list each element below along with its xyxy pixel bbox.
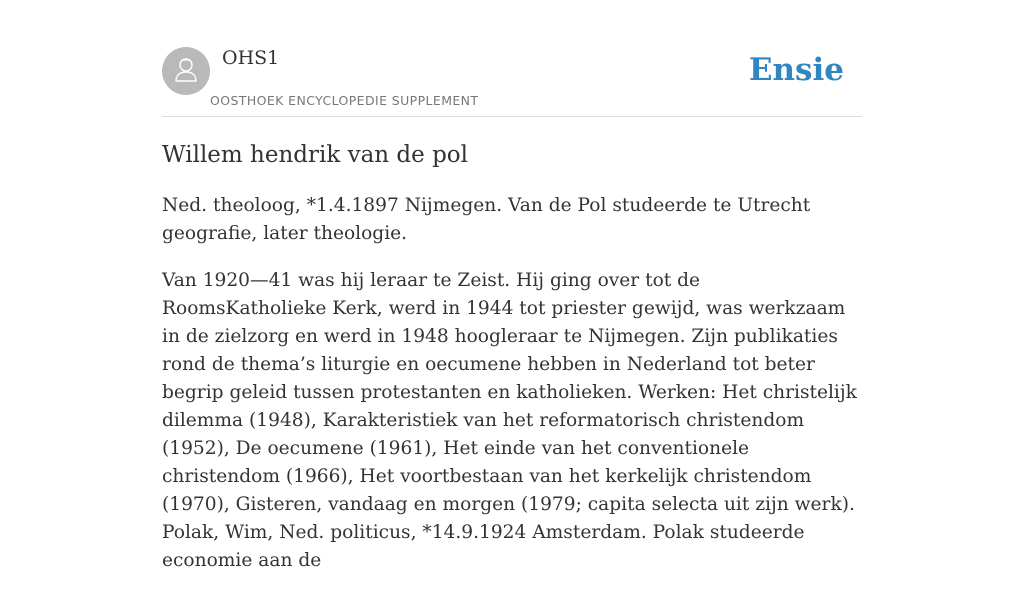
article-paragraph: Van 1920—41 was hij leraar te Zeist. Hij ging over tot de RoomsKatholieke Kerk, werd in 1944 tot priester gewijd, was werkzaam in de zielzorg en werd in 1948 hoogleraar te Nijmegen. Zijn publikaties rond de thema’s liturgie en oecumene hebben in Nederland tot beter begrip geleid tussen protestanten en katholieken. Werken: Het christelijk dilemma (1948), Karakteristiek van het reformatorisch christendom (1952), De oecumene (1961), Het einde van het conventionele christendom (1966), Het voortbestaan van het kerkelijk christendom (1970), Gisteren, vandaag en morgen (1979; capita selecta uit zijn werk). Polak, Wim, Ned. politicus, *14.9.1924 Amsterdam. Polak studeerde economie aan de: [162, 270, 857, 571]
page-title: Willem hendrik van de pol: [162, 142, 468, 168]
article-paragraph: Ned. theoloog, *1.4.1897 Nijmegen. Van de Pol studeerde te Utrecht geografie, later theologie.: [162, 195, 811, 244]
brand-logo[interactable]: Ensie: [748, 52, 844, 88]
article-header: [162, 46, 862, 117]
source-name[interactable]: OOSTHOEK ENCYCLOPEDIE SUPPLEMENT: [210, 93, 479, 108]
author-avatar[interactable]: [162, 47, 210, 95]
user-icon: [162, 47, 210, 95]
article-body: [162, 192, 862, 594]
author-name[interactable]: OHS1: [222, 47, 280, 69]
